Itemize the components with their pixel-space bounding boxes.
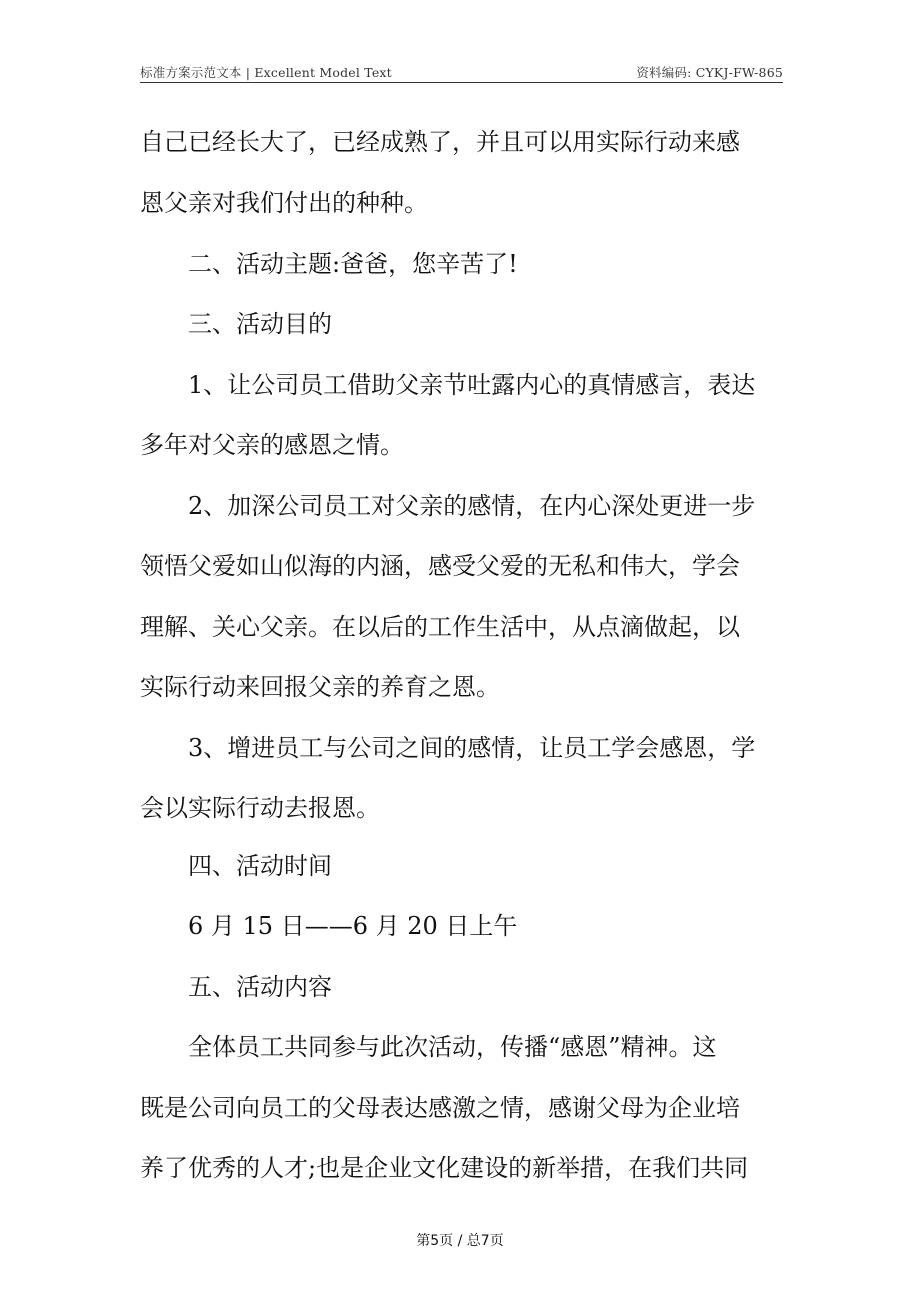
section-heading: 五、活动内容 (188, 973, 332, 1001)
section-heading: 二、活动主题:爸爸，您辛苦了! (188, 250, 518, 278)
body-line: 理解、关心父亲。在以后的工作生活中，从点滴做起，以 (140, 613, 740, 641)
body-line: 养了优秀的人才;也是企业文化建设的新举措，在我们共同 (140, 1154, 749, 1182)
page-header (140, 60, 783, 83)
document-code: 资料编码: CYKJ-FW-865 (636, 65, 783, 80)
body-line: 会以实际行动去报恩。 (140, 794, 380, 822)
body-line: 3、增进员工与公司之间的感情，让员工学会感恩，学 (188, 734, 756, 762)
body-line: 领悟父爱如山似海的内涵，感受父爱的无私和伟大，学会 (140, 552, 740, 580)
body-line: 全体员工共同参与此次活动，传播“感恩”精神。这 (188, 1033, 717, 1061)
body-line: 恩父亲对我们付出的种种。 (140, 189, 428, 217)
body-line: 既是公司向员工的父母表达感激之情，感谢父母为企业培 (140, 1094, 740, 1122)
section-heading: 三、活动目的 (188, 310, 332, 338)
page-number: 第5页 / 总7页 (416, 1233, 504, 1249)
body-line: 多年对父亲的感恩之情。 (140, 431, 404, 459)
header-title: 标准方案示范文本 | Excellent Model Text (140, 65, 392, 80)
body-line: 自己已经长大了，已经成熟了，并且可以用实际行动来感 (140, 128, 740, 156)
body-line: 2、加深公司员工对父亲的感情，在内心深处更进一步 (188, 492, 756, 520)
section-heading: 四、活动时间 (188, 852, 332, 880)
body-line: 实际行动来回报父亲的养育之恩。 (140, 673, 500, 701)
body-line: 1、让公司员工借助父亲节吐露内心的真情感言，表达 (188, 371, 756, 399)
body-line: 6 月 15 日——6 月 20 日上午 (188, 912, 518, 940)
